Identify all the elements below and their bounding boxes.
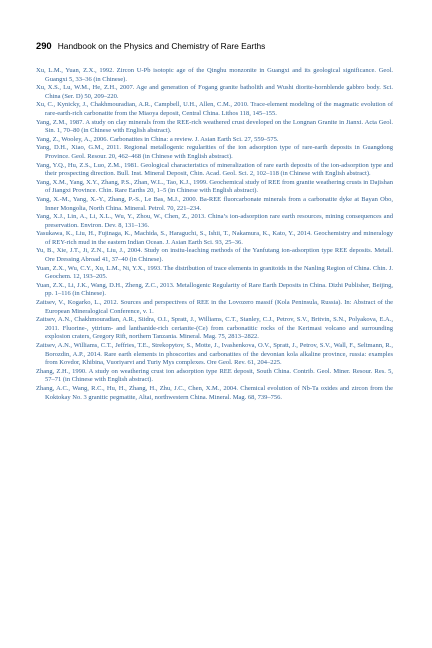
reference-entry[interactable]: Yu, B., Xie, J.T., Ji, Z.N., Liu, J., 2004. Study on insitu-leaching methods of the Yanfutang ion-adsorption type REE deposits. Metall. Ore Dressing Abroad 41, 37–40 (in Chinese). [36, 247, 393, 264]
reference-list [36, 67, 393, 402]
reference-entry[interactable]: Yang, Y.Q., Hu, Z.S., Luo, Z.M., 1981. Geological characteristics of mineralization of rare earth deposits of the ion-adsorption type and their prospecting direction. Bull. Inst. Mineral Deposit, Chin. Acad. Geol. Sci. 2, 102–118 (in Chinese with English abstract). [36, 161, 393, 178]
reference-entry[interactable]: Zaitsev, A.N., Chakhmouradian, A.R., Siidra, O.I., Spratt, J., Williams, C.T., Stanley, C.J., Petrov, S.V., Britvin, S.N., Polyakova, E.A., 2011. Fluorine-, yttrium- and lanthanide-rich cerianite-(Ce) from carbonatitic rocks of the Kerimasi volcano and surrounding explosion craters, Gregory Rift, northern Tanzania. Mineral. Mag. 75, 2813–2822. [36, 316, 393, 341]
reference-entry[interactable]: Yang, D.H., Xiao, G.M., 2011. Regional metallogenic regularities of the ion adsorption type of rare-earth deposits in Guangdong Province. Geol. Resour. 20, 462–468 (in Chinese with English abstract). [36, 144, 393, 160]
page-header [36, 40, 265, 51]
page-number: 290 [36, 40, 52, 51]
reference-entry[interactable]: Zhang, A.C., Wang, R.C., Hu, H., Zhang, H., Zhu, J.C., Chen, X.M., 2004. Chemical evolution of Nb-Ta oxides and zircon from the Koktokay No. 3 granitic pegmatite, Altai, northwestern China. Mineral. Mag. 68, 739–756. [36, 384, 393, 401]
reference-entry[interactable]: Xu, C., Kynicky, J., Chakhmouradian, A.R., Campbell, U.H., Allen, C.M., 2010. Trace-element modeling of the magmatic evolution of rare-earth-rich carbonatite from the Miaoya deposit, Central China. Lithos 118, 145–155. [36, 101, 393, 117]
reference-entry[interactable]: Zhang, Z.H., 1990. A study on weathering crust ion adsorption type REE deposit, South China. Contrib. Geol. Miner. Resour. Res. 5, 57–71 (in Chinese with English abstract). [36, 367, 393, 384]
reference-entry[interactable]: Zaitsev, A.N., Williams, C.T., Jeffries, T.E., Strekopytov, S., Motte, J., Ivashenkova, O.V., Spratt, J., Petrov, S.V., Wall, F., Seltmann, R., Borozdin, A.P., 2014. Rare earth elements in phoscorites and carbonatites of the devonian kola alkaline province, russia: examples from Kovdor, Khibina, Vuoriyarvi and Turiy Mys complexes. Ore Geol. Rev. 61, 204–225. [36, 342, 393, 367]
reference-entry[interactable]: Xu, L.M., Yuan, Z.X., 1992. Zircon U-Pb isotopic age of the Qinghu monzonite in Guangxi and its geological significance. Geol. Guangxi 5, 33–36 (in Chinese). [36, 67, 393, 83]
reference-entry[interactable]: Zaitsev, V., Kogarko, L., 2012. Sources and perspectives of REE in the Lovozero massif (Kola Peninsula, Russia). In: Abstract of the European Mineralogical Conference, v. 1. [36, 299, 393, 315]
reference-entry[interactable]: Yang, X.-M., Yang, X.-Y., Zhang, P.-S., Le Bas, M.J., 2000. Ba-REE fluorcarbonate minerals from a carbonatite dyke at Bayan Obo, Inner Mongolia, North China. Mineral. Petrol. 70, 221–234. [36, 195, 393, 212]
reference-entry[interactable]: Yasukawa, K., Liu, H., Fujinaga, K., Machida, S., Haraguchi, S., Ishii, T., Nakamura, K., Kato, Y., 2014. Geochemistry and mineralogy of REY-rich mud in the eastern Indian Ocean. J. Asian Earth Sci. 93, 25–36. [36, 230, 393, 246]
reference-entry[interactable]: Yuan, Z.X., Wu, C.Y., Xu, L.M., Ni, Y.X., 1993. The distribution of trace elements in granitoids in the Nanling Region of China. Chin. J. Geochem. 12, 193–205. [36, 264, 393, 281]
running-title: Handbook on the Physics and Chemistry of Rare Earths [57, 41, 266, 51]
reference-entry[interactable]: Yang, Z.M., 1987. A study on clay minerals from the REE-rich weathered crust developed on the Longnan Granite in Jianxi. Acta Geol. Sin. 1, 70–80 (in Chinese with English abstract). [36, 118, 393, 135]
reference-entry[interactable]: Yang, X.J., Lin, A., Li, X.L., Wu, Y., Zhou, W., Chen, Z., 2013. China’s ion-adsorption rare earth resources, mining consequences and preservation. Environ. Dev. 8, 131–136. [36, 213, 393, 229]
reference-entry[interactable]: Yang, X.M., Yang, X.Y., Zhang, P.S., Zhan, W.L., Tao, K.J., 1999. Geochemical study of REE from granite weathering crusts in Dajishan of Jiangxi Province. Chin. Rare Earths 20, 1–5 (in Chinese with English abstract). [36, 178, 393, 195]
reference-entry[interactable]: Yuan, Z.X., Li, J.K., Wang, D.H., Zheng, Z.C., 2013. Metallogenic Regularity of Rare Earth Deposits in China. Dizhi Publisher, Beijing, pp. 1–116 (in Chinese). [36, 281, 393, 298]
reference-entry[interactable]: Xu, X.S., Lu, W.M., He, Z.H., 2007. Age and generation of Fogang granite batholith and Wushi diorite-hornblende gabbro body. Sci. China (Ser. D) 50, 209–220. [36, 84, 393, 100]
reference-entry[interactable]: Yang, Z., Wooley, A., 2006. Carbonatites in China: a review. J. Asian Earth Sci. 27, 559–575. [36, 135, 279, 143]
